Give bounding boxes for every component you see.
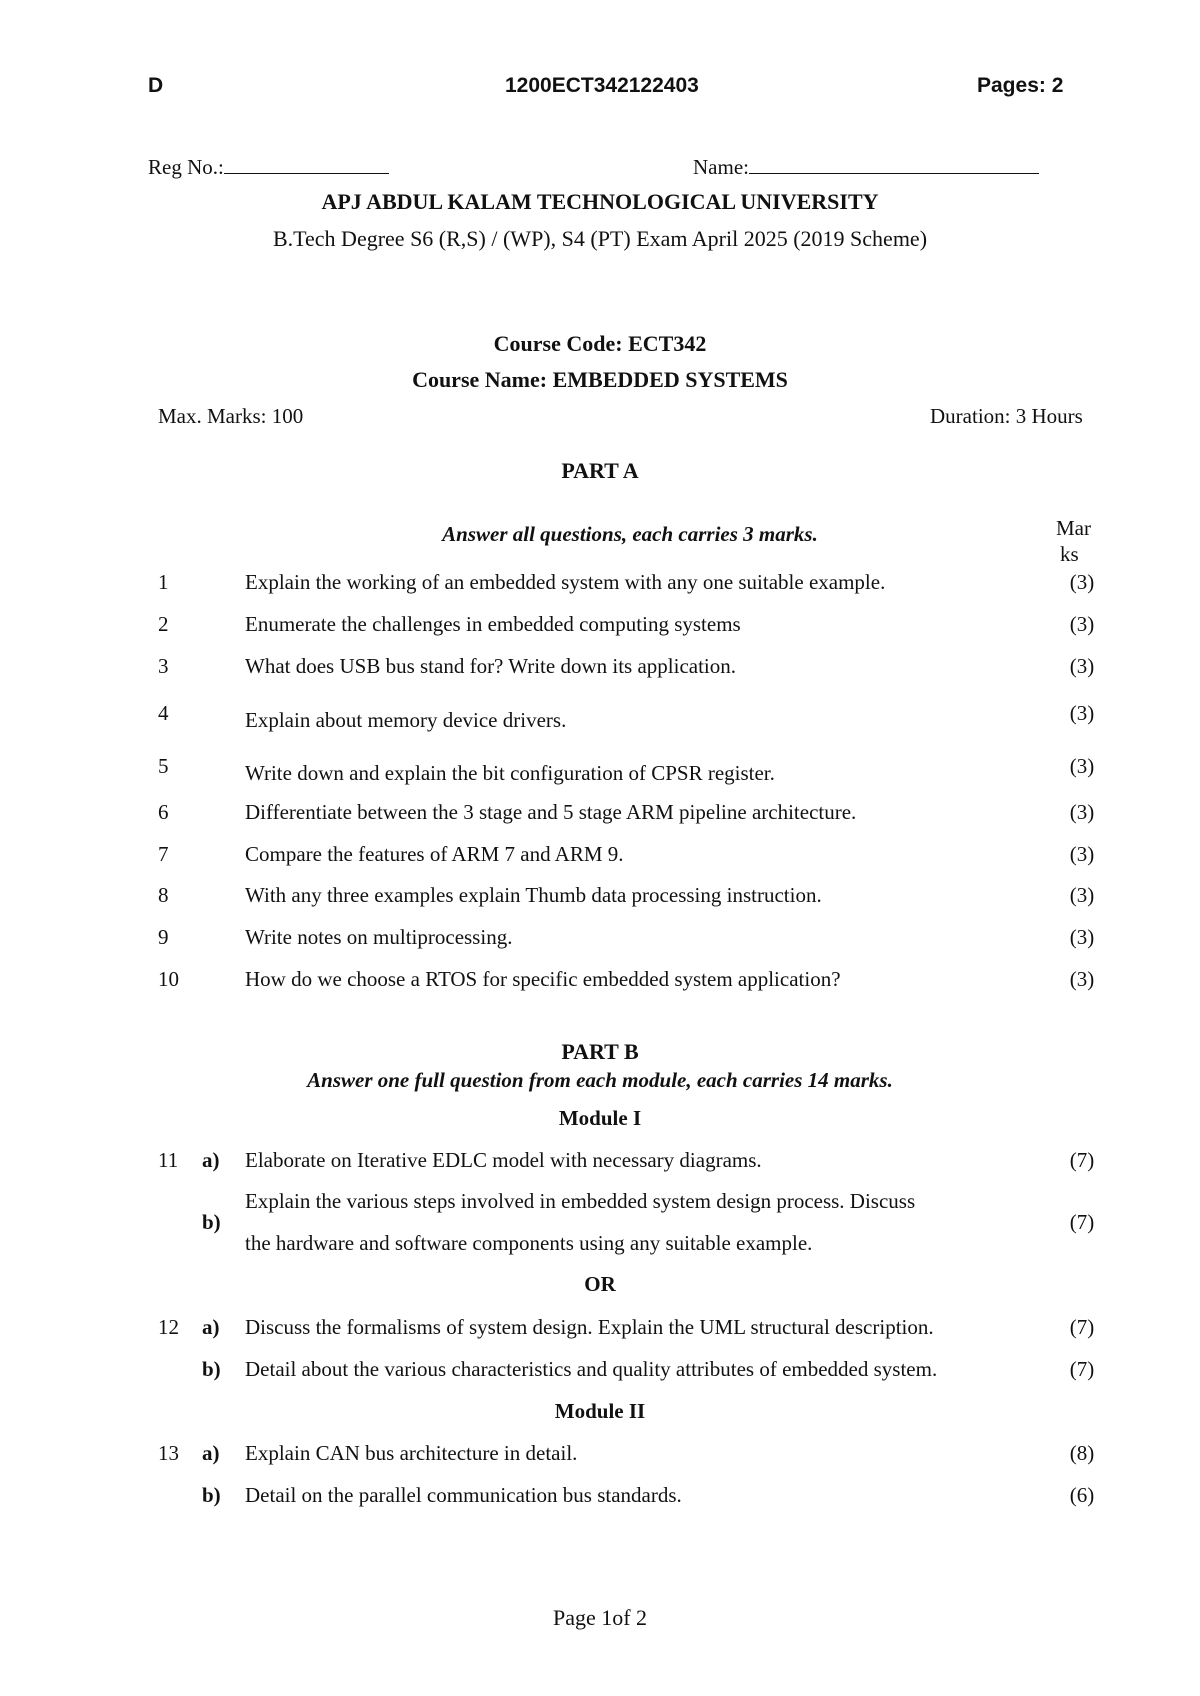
- name-label: Name:: [693, 155, 749, 179]
- marks-header-line2: ks: [1060, 542, 1079, 566]
- question-number: 5: [158, 754, 169, 778]
- question-marks: (3): [1069, 842, 1095, 866]
- or-divider: OR: [584, 1272, 616, 1296]
- question-text: Write down and explain the bit configuration of CPSR register.: [245, 761, 775, 785]
- reg-no-label: Reg No.:: [148, 155, 224, 179]
- question-number: 9: [158, 925, 169, 949]
- sub-question-label: a): [202, 1315, 220, 1339]
- reg-no-blank: [224, 155, 389, 174]
- question-text-line1: Explain the various steps involved in embedded system design process. Discuss: [245, 1189, 916, 1213]
- question-text: Discuss the formalisms of system design. Explain the UML structural description.: [245, 1315, 934, 1339]
- question-number: 11: [158, 1148, 179, 1172]
- question-text: Differentiate between the 3 stage and 5 stage ARM pipeline architecture.: [245, 800, 857, 824]
- question-text: Explain the working of an embedded system with any one suitable example.: [245, 570, 886, 594]
- course-name: Course Name: EMBEDDED SYSTEMS: [412, 367, 788, 392]
- question-text: Compare the features of ARM 7 and ARM 9.: [245, 842, 624, 866]
- set-code: D: [148, 74, 164, 97]
- part-a-title: PART A: [561, 458, 639, 483]
- page-footer: Page 1of 2: [552, 1605, 648, 1630]
- question-number: 13: [158, 1441, 179, 1465]
- question-marks: (8): [1069, 1441, 1095, 1465]
- question-marks: (3): [1069, 883, 1095, 907]
- university-name: APJ ABDUL KALAM TECHNOLOGICAL UNIVERSITY: [321, 189, 879, 214]
- sub-question-label: b): [202, 1483, 221, 1507]
- question-number: 4: [158, 701, 169, 725]
- question-marks: (3): [1069, 800, 1095, 824]
- question-text: Write notes on multiprocessing.: [245, 925, 513, 949]
- question-text: Explain CAN bus architecture in detail.: [245, 1441, 578, 1465]
- max-marks: Max. Marks: 100: [158, 404, 304, 428]
- part-b-title: PART B: [561, 1039, 639, 1064]
- question-marks: (3): [1069, 754, 1095, 778]
- question-marks: (7): [1069, 1210, 1095, 1234]
- question-marks: (3): [1069, 612, 1095, 636]
- question-number: 2: [158, 612, 169, 636]
- sub-question-label: a): [202, 1148, 220, 1172]
- module-2-heading: Module II: [554, 1399, 646, 1423]
- question-text: What does USB bus stand for? Write down its application.: [245, 654, 737, 678]
- question-marks: (3): [1069, 570, 1095, 594]
- course-code: Course Code: ECT342: [493, 331, 707, 356]
- module-1-heading: Module I: [558, 1106, 642, 1130]
- question-text: Detail about the various characteristics and quality attributes of embedded system.: [245, 1357, 938, 1381]
- question-number: 6: [158, 800, 169, 824]
- question-number: 12: [158, 1315, 179, 1339]
- question-text: Explain about memory device drivers.: [245, 708, 567, 732]
- reg-no-field: [148, 155, 389, 180]
- sub-question-label: a): [202, 1441, 220, 1465]
- question-text: Detail on the parallel communication bus standards.: [245, 1483, 682, 1507]
- question-marks: (3): [1069, 654, 1095, 678]
- part-b-instruction: Answer one full question from each module, each carries 14 marks.: [307, 1068, 893, 1092]
- question-text: Elaborate on Iterative EDLC model with necessary diagrams.: [245, 1148, 762, 1172]
- question-number: 3: [158, 654, 169, 678]
- duration: Duration: 3 Hours: [930, 404, 1083, 428]
- name-blank: [749, 155, 1039, 174]
- question-text-line2: the hardware and software components using any suitable example.: [245, 1231, 813, 1255]
- question-text: How do we choose a RTOS for specific embedded system application?: [245, 967, 841, 991]
- paper-id: 1200ECT342122403: [505, 74, 699, 97]
- page-count: Pages: 2: [977, 74, 1064, 97]
- question-marks: (6): [1069, 1483, 1095, 1507]
- question-number: 1: [158, 570, 169, 594]
- question-number: 10: [158, 967, 179, 991]
- exam-title: B.Tech Degree S6 (R,S) / (WP), S4 (PT) Exam April 2025 (2019 Scheme): [272, 226, 928, 251]
- question-number: 7: [158, 842, 169, 866]
- question-marks: (7): [1069, 1357, 1095, 1381]
- sub-question-label: b): [202, 1357, 221, 1381]
- question-marks: (7): [1069, 1148, 1095, 1172]
- question-marks: (3): [1069, 967, 1095, 991]
- marks-header-line1: Mar: [1056, 516, 1091, 540]
- question-marks: (3): [1069, 701, 1095, 725]
- sub-question-label: b): [202, 1210, 221, 1234]
- part-a-instruction: Answer all questions, each carries 3 marks.: [442, 522, 818, 546]
- question-number: 8: [158, 883, 169, 907]
- question-text: Enumerate the challenges in embedded computing systems: [245, 612, 741, 636]
- question-marks: (3): [1069, 925, 1095, 949]
- question-text: With any three examples explain Thumb data processing instruction.: [245, 883, 822, 907]
- question-marks: (7): [1069, 1315, 1095, 1339]
- name-field: [693, 155, 1039, 180]
